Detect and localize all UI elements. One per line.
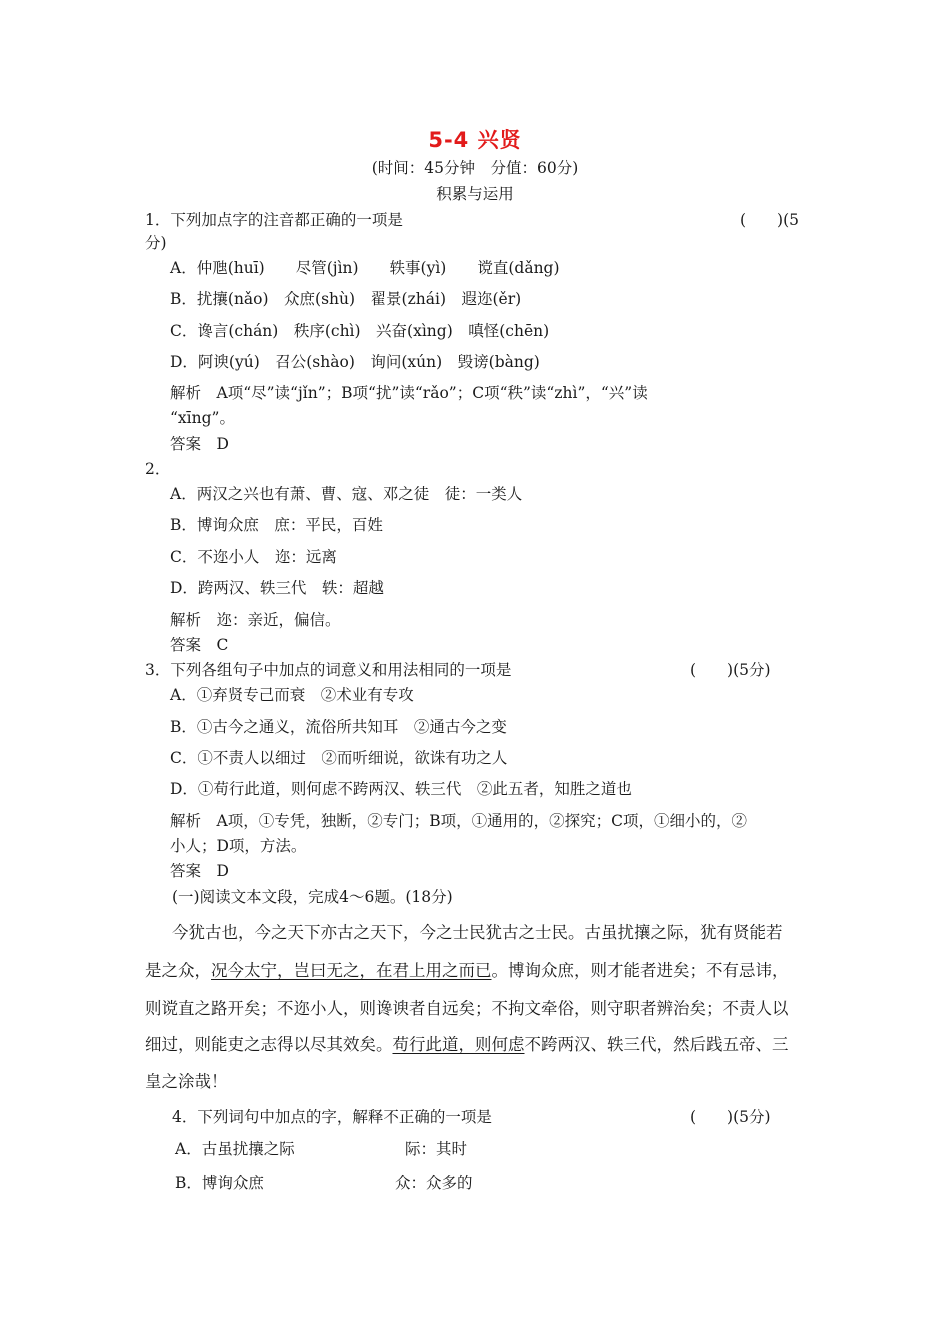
q3-score: ( )(5分) <box>690 661 771 679</box>
passage-line-3: 则谠直之路开矣；不迩小人，则谗谀者自远矣；不拘文牵俗，则守职者辨治矣；不责人以 <box>145 999 789 1018</box>
q3-option-a: A．①弃贤专己而衰 ②术业有专攻 <box>170 686 414 704</box>
passage-underlined-sentence-1: 况今太宁，岂曰无之，在君上用之而已 <box>211 961 492 980</box>
q2-answer: 答案 C <box>170 636 229 654</box>
q2-option-b: B．博询众庶 庶：平民，百姓 <box>170 516 383 534</box>
page-title: 5-4 兴贤 <box>428 128 522 152</box>
reading-heading: (一)阅读文本文段，完成4～6题。(18分) <box>172 888 453 906</box>
q2-analysis: 解析 迩：亲近，偏信。 <box>170 611 341 629</box>
passage-line-2 <box>145 960 789 982</box>
passage-line-1: 今犹古也，今之天下亦古之天下，今之士民犹古之士民。古虽扰攘之际，犹有贤能若 <box>172 923 783 942</box>
passage-line-5: 皇之涂哉！ <box>145 1072 228 1091</box>
passage-line-4-start: 细过，则能吏之志得以尽其效矣。 <box>145 1035 393 1054</box>
q1-option-b: B．扰攘(nǎo) 众庶(shù) 翟景(zhái) 遐迩(ěr) <box>170 290 522 308</box>
q4-score: ( )(5分) <box>690 1108 771 1126</box>
q1-analysis: 解析 A项“尽”读“jǐn”；B项“扰”读“rǎo”；C项“秩”读“zhì”，“兴”读 <box>170 384 648 402</box>
q4-stem: 4．下列词句中加点的字，解释不正确的一项是 <box>172 1108 492 1126</box>
q2-option-d: D．跨两汉、轶三代 轶：超越 <box>170 579 384 597</box>
q2-stem: 2． <box>145 460 171 478</box>
q3-option-d: D．①苟行此道，则何虑不跨两汉、轶三代 ②此五者，知胜之道也 <box>170 780 632 798</box>
passage-line-4-end: 不跨两汉、轶三代，然后践五帝、三 <box>524 1035 789 1054</box>
q3-stem: 3．下列各组句子中加点的词意义和用法相同的一项是 <box>145 661 512 679</box>
q4-option-a: A．古虽扰攘之际 <box>175 1140 295 1158</box>
q2-option-a: A．两汉之兴也有萧、曹、寇、邓之徒 徒：一类人 <box>170 485 523 503</box>
passage-underlined-sentence-2: 苟行此道，则何虑 <box>392 1035 525 1054</box>
passage-line-2-start: 是之众， <box>145 961 211 980</box>
q2-option-c: C．不迩小人 迩：远离 <box>170 548 337 566</box>
q1-option-c: C．谗言(chán) 秩序(chì) 兴奋(xìng) 嗔怪(chēn) <box>170 322 550 340</box>
time-score-info: (时间：45分钟 分值：60分) <box>371 159 579 177</box>
q3-answer: 答案 D <box>170 862 229 880</box>
q3-analysis: 解析 A项，①专凭，独断，②专门；B项，①通用的，②探究；C项，①细小的，② <box>170 812 747 830</box>
q1-score-cont: 分) <box>145 234 167 252</box>
q3-analysis-cont: 小人；D项，方法。 <box>170 837 307 855</box>
q1-option-a: A．仲虺(huī) 尽管(jìn) 轶事(yì) 谠直(dǎng) <box>170 259 560 277</box>
q3-option-b: B．①古今之通义，流俗所共知耳 ②通古今之变 <box>170 718 507 736</box>
q1-score: ( )(5 <box>740 211 800 229</box>
q1-analysis-cont: “xīng”。 <box>170 409 235 427</box>
passage-line-4 <box>145 1034 789 1056</box>
q4-option-a-gloss: 际：其时 <box>405 1140 468 1158</box>
q1-option-d: D．阿谀(yú) 召公(shào) 询问(xún) 毁谤(bàng) <box>170 353 540 371</box>
q4-option-b-gloss: 众：众多的 <box>395 1174 473 1192</box>
section-heading: 积累与运用 <box>436 185 514 203</box>
q4-option-b: B．博询众庶 <box>175 1174 264 1192</box>
q3-option-c: C．①不责人以细过 ②而听细说，欲诛有功之人 <box>170 749 508 767</box>
q1-answer: 答案 D <box>170 435 229 453</box>
q1-stem: 1．下列加点字的注音都正确的一项是 <box>145 211 403 229</box>
passage-line-2-end: 。博询众庶，则才能者进矣；不有忌讳， <box>491 961 789 980</box>
